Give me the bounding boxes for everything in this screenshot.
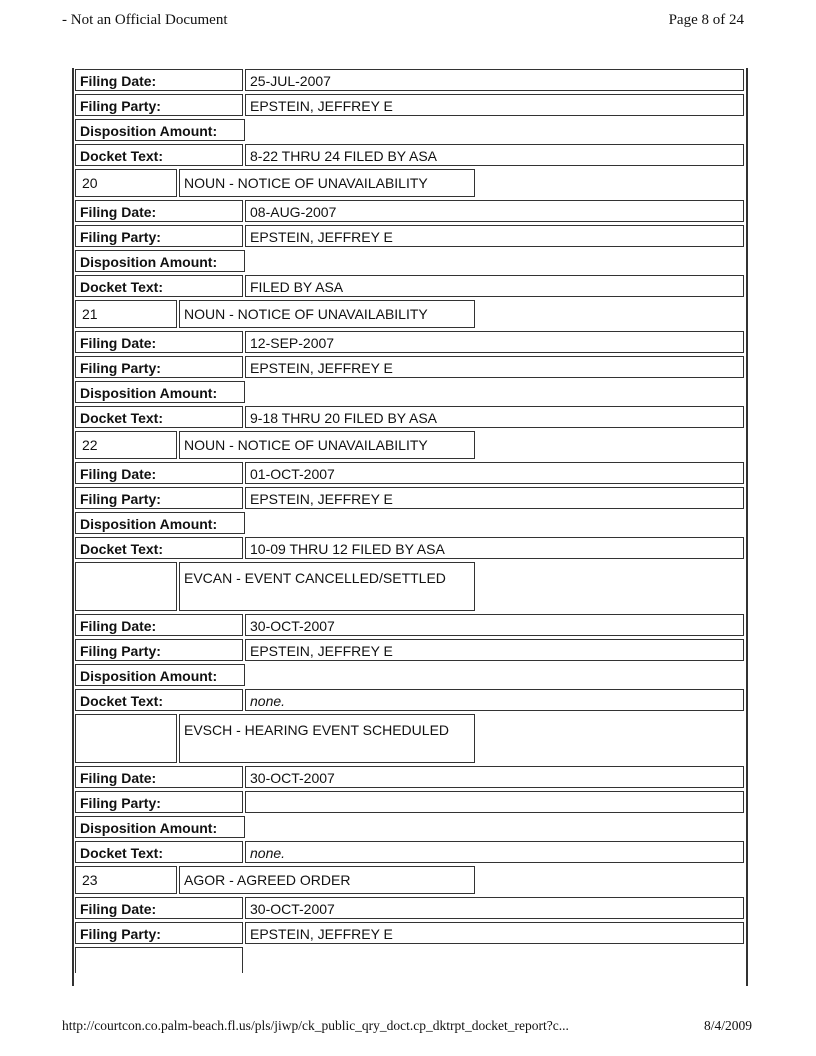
detail-row-filing-party xyxy=(75,93,748,118)
detail-row-filing-date xyxy=(75,68,748,93)
entry-number: 20 xyxy=(75,169,177,197)
docket-text-label: Docket Text: xyxy=(75,689,243,711)
docket-text-label: Docket Text: xyxy=(75,537,243,559)
detail-row-filing-date xyxy=(75,765,748,790)
docket-text-value: FILED BY ASA xyxy=(245,275,744,297)
docket-text-value: none. xyxy=(245,689,744,711)
entry-code: NOUN - NOTICE OF UNAVAILABILITY xyxy=(179,431,475,459)
filing-party-value: EPSTEIN, JEFFREY E xyxy=(245,356,744,378)
footer-url: http://courtcon.co.palm-beach.fl.us/pls/jiwp/ck_public_qry_doct.cp_dktrpt_docket_report?c... xyxy=(62,1018,569,1033)
filing-party-label: Filing Party: xyxy=(75,225,243,247)
docket-entry-header xyxy=(75,299,748,330)
continued-cell xyxy=(75,947,243,973)
filing-date-label: Filing Date: xyxy=(75,462,243,484)
filing-date-label: Filing Date: xyxy=(75,766,243,788)
docket-text-label: Docket Text: xyxy=(75,275,243,297)
entry-code: NOUN - NOTICE OF UNAVAILABILITY xyxy=(179,300,475,328)
entry-number: 23 xyxy=(75,866,177,894)
footer-date: 8/4/2009 xyxy=(703,1018,752,1033)
docket-text-value: 10-09 THRU 12 FILED BY ASA xyxy=(245,537,744,559)
detail-row-docket-text xyxy=(75,405,748,430)
filing-party-value: EPSTEIN, JEFFREY E xyxy=(245,639,744,661)
disposition-amount-label: Disposition Amount: xyxy=(75,664,245,686)
docket-text-value: none. xyxy=(245,841,744,863)
detail-row-docket-text xyxy=(75,688,748,713)
filing-party-label: Filing Party: xyxy=(75,94,243,116)
entry-number xyxy=(75,562,177,611)
filing-party-label: Filing Party: xyxy=(75,639,243,661)
table-left-border xyxy=(72,68,74,986)
filing-date-label: Filing Date: xyxy=(75,614,243,636)
docket-text-label: Docket Text: xyxy=(75,841,243,863)
detail-row-disposition-amount xyxy=(75,249,748,274)
page-header-left: - Not an Official Document xyxy=(62,12,228,28)
filing-date-value: 30-OCT-2007 xyxy=(245,614,744,636)
filing-party-label: Filing Party: xyxy=(75,791,243,813)
filing-date-value: 30-OCT-2007 xyxy=(245,897,744,919)
detail-row-filing-date xyxy=(75,461,748,486)
docket-entry-header xyxy=(75,430,748,461)
filing-date-value: 25-JUL-2007 xyxy=(245,69,744,91)
detail-row-filing-party xyxy=(75,224,748,249)
entry-code: NOUN - NOTICE OF UNAVAILABILITY xyxy=(179,169,475,197)
filing-date-value: 01-OCT-2007 xyxy=(245,462,744,484)
filing-date-value: 08-AUG-2007 xyxy=(245,200,744,222)
docket-entry-header xyxy=(75,561,748,613)
entry-code: AGOR - AGREED ORDER xyxy=(179,866,475,894)
filing-date-value: 12-SEP-2007 xyxy=(245,331,744,353)
filing-party-label: Filing Party: xyxy=(75,487,243,509)
detail-row-docket-text xyxy=(75,536,748,561)
filing-party-value: EPSTEIN, JEFFREY E xyxy=(245,487,744,509)
detail-row-disposition-amount xyxy=(75,380,748,405)
detail-row-filing-party xyxy=(75,355,748,380)
detail-row-docket-text xyxy=(75,274,748,299)
filing-party-value: EPSTEIN, JEFFREY E xyxy=(245,922,744,944)
detail-row-filing-date xyxy=(75,896,748,921)
detail-row-disposition-amount xyxy=(75,815,748,840)
detail-row-docket-text xyxy=(75,143,748,168)
filing-date-label: Filing Date: xyxy=(75,69,243,91)
filing-party-value: EPSTEIN, JEFFREY E xyxy=(245,94,744,116)
disposition-amount-label: Disposition Amount: xyxy=(75,250,245,272)
docket-entry-header xyxy=(75,168,748,199)
docket-text-label: Docket Text: xyxy=(75,144,243,166)
filing-party-label: Filing Party: xyxy=(75,356,243,378)
detail-row-filing-party xyxy=(75,790,748,815)
filing-party-value xyxy=(245,791,744,813)
docket-report xyxy=(72,68,748,986)
detail-row-filing-date xyxy=(75,613,748,638)
entry-code: EVSCH - HEARING EVENT SCHEDULED xyxy=(179,714,475,763)
detail-row-filing-party xyxy=(75,638,748,663)
detail-row-filing-date xyxy=(75,199,748,224)
filing-date-label: Filing Date: xyxy=(75,200,243,222)
docket-text-value: 8-22 THRU 24 FILED BY ASA xyxy=(245,144,744,166)
detail-row-disposition-amount xyxy=(75,663,748,688)
filing-date-value: 30-OCT-2007 xyxy=(245,766,744,788)
entry-number xyxy=(75,714,177,763)
page-footer xyxy=(62,1018,752,1034)
entry-code: EVCAN - EVENT CANCELLED/SETTLED xyxy=(179,562,475,611)
docket-text-value: 9-18 THRU 20 FILED BY ASA xyxy=(245,406,744,428)
filing-date-label: Filing Date: xyxy=(75,331,243,353)
docket-rows xyxy=(75,68,748,971)
filing-party-label: Filing Party: xyxy=(75,922,243,944)
detail-row-filing-date xyxy=(75,330,748,355)
continued-row xyxy=(75,946,748,971)
filing-date-label: Filing Date: xyxy=(75,897,243,919)
detail-row-docket-text xyxy=(75,840,748,865)
disposition-amount-label: Disposition Amount: xyxy=(75,512,245,534)
page-number: Page 8 of 24 xyxy=(668,12,744,28)
entry-number: 22 xyxy=(75,431,177,459)
disposition-amount-label: Disposition Amount: xyxy=(75,119,245,141)
disposition-amount-label: Disposition Amount: xyxy=(75,816,245,838)
docket-text-label: Docket Text: xyxy=(75,406,243,428)
filing-party-value: EPSTEIN, JEFFREY E xyxy=(245,225,744,247)
docket-entry-header xyxy=(75,865,748,896)
disposition-amount-label: Disposition Amount: xyxy=(75,381,245,403)
entry-number: 21 xyxy=(75,300,177,328)
detail-row-filing-party xyxy=(75,486,748,511)
docket-entry-header xyxy=(75,713,748,765)
detail-row-disposition-amount xyxy=(75,118,748,143)
detail-row-filing-party xyxy=(75,921,748,946)
detail-row-disposition-amount xyxy=(75,511,748,536)
